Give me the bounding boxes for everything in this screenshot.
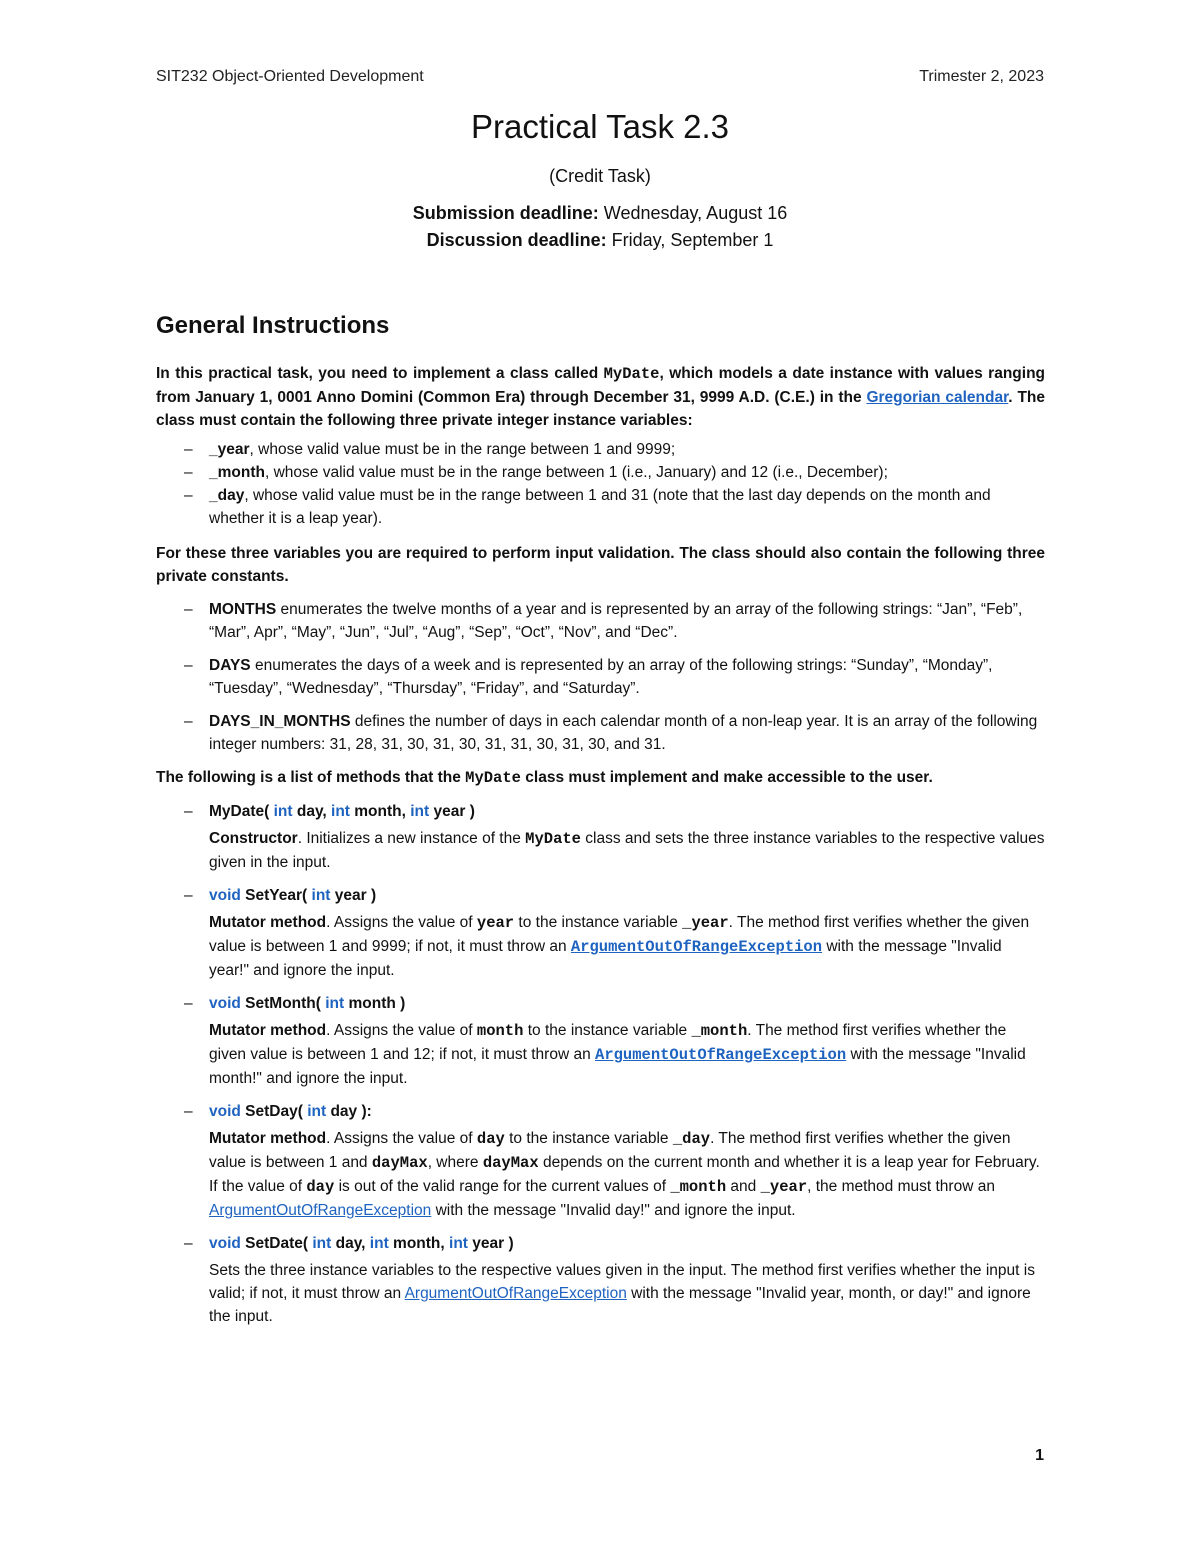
intro-text-1: In this practical task, you need to implement a class called <box>156 365 604 382</box>
variable-code: _year <box>760 1178 808 1196</box>
method-setmonth <box>156 992 1045 1090</box>
constants-intro: For these three variables you are required to perform input validation. The class should also contain the following three private constants. <box>156 545 1045 585</box>
keyword: void <box>209 1103 241 1120</box>
method-description <box>209 827 1045 874</box>
keyword: int <box>331 803 350 820</box>
desc-part: . The method first verifies whether the given value is between 1 and <box>209 1130 1011 1171</box>
sig-part: month, <box>388 1235 450 1252</box>
constant-description: enumerates the twelve months of a year and is represented by an array of the following strings: “Jan”, “Feb”, “Mar”, Apr”, “May”, “Jun”, “Jul”, “Aug”, “Sep”, “Oct”, “Nov”, and “Dec”. <box>209 601 1023 641</box>
desc-part: depends on the current month and whether it is a leap year for February. If the value of <box>209 1154 1040 1195</box>
dash-bullet: – <box>184 803 193 820</box>
sig-part: day ): <box>326 1103 372 1120</box>
exception-link[interactable]: ArgumentOutOfRangeException <box>209 1202 432 1219</box>
method-signature <box>209 992 1045 1015</box>
keyword: void <box>209 1235 241 1252</box>
desc-part: with the message "Invalid year!" and ignore the input. <box>209 938 1002 979</box>
discussion-deadline-value: Friday, September 1 <box>606 230 774 250</box>
keyword: int <box>369 1235 389 1252</box>
section-heading: General Instructions <box>156 312 390 339</box>
sig-part: SetYear( <box>240 887 312 904</box>
desc-part: . The method first verifies whether the given value is between 1 and 9999; if not, it must throw an <box>209 914 1030 955</box>
dash-bullet: – <box>184 601 193 618</box>
sig-part: day, <box>292 803 332 820</box>
submission-deadline-value: Wednesday, August 16 <box>598 203 788 223</box>
variable-code: dayMax <box>482 1154 539 1172</box>
desc-part: . Assigns the value of <box>326 914 477 931</box>
gregorian-calendar-link[interactable]: Gregorian calendar <box>866 389 1009 406</box>
constant-description: defines the number of days in each calendar month of a non-leap year. It is an array of the following integer numbers: 31, 28, 31, 30, 31, 30, 31, 31, 30, 31, 30, and 31. <box>209 713 1038 753</box>
method-description <box>209 1259 1045 1328</box>
list-item <box>156 484 1045 530</box>
desc-part: is out of the valid range for the current values of <box>334 1178 671 1195</box>
method-setday <box>156 1100 1045 1222</box>
desc-part: with the message "Invalid month!" and ignore the input. <box>209 1046 1026 1087</box>
method-description <box>209 911 1045 982</box>
intro-paragraph <box>156 362 1045 432</box>
sig-part: SetDate( <box>240 1235 313 1252</box>
dash-bullet: – <box>184 1103 193 1120</box>
discussion-deadline-label: Discussion deadline: <box>426 230 607 250</box>
exception-link[interactable]: ArgumentOutOfRangeException <box>404 1285 627 1302</box>
dash-bullet: – <box>184 464 193 481</box>
keyword: int <box>449 1235 468 1252</box>
desc-part: , where <box>427 1154 483 1171</box>
list-item <box>156 710 1045 756</box>
keyword: int <box>325 995 345 1012</box>
variables-list <box>156 438 1045 530</box>
list-item <box>156 654 1045 700</box>
sig-part: SetMonth( <box>240 995 326 1012</box>
page-number: 1 <box>1035 1447 1044 1464</box>
method-constructor <box>156 800 1045 874</box>
variable-code: _month <box>691 1022 748 1040</box>
constants-list <box>156 598 1045 756</box>
exception-link[interactable]: ArgumentOutOfRangeException <box>595 1046 847 1064</box>
sig-part: year ) <box>467 1235 514 1252</box>
method-signature <box>209 1232 1045 1255</box>
constant-name: DAYS <box>209 657 251 674</box>
methods-intro-text-2: class must implement and make accessible to the user. <box>520 769 933 786</box>
dash-bullet: – <box>184 887 193 904</box>
sig-part: month ) <box>344 995 406 1012</box>
dash-bullet: – <box>184 1235 193 1252</box>
variable-description: , whose valid value must be in the range between 1 (i.e., January) and 12 (i.e., December); <box>264 464 888 481</box>
param-code: day <box>476 1130 505 1148</box>
document-body <box>156 362 1045 1338</box>
dash-bullet: – <box>184 995 193 1012</box>
desc-part: Sets the three instance variables to the respective values given in the input. The method first verifies whether the input is valid; if not, it must throw an <box>209 1262 1035 1302</box>
desc-part: . Assigns the value of <box>326 1022 477 1039</box>
constant-description: enumerates the days of a week and is represented by an array of the following strings: “Sunday”, “Monday”, “Tuesday”, “Wednesday”, “Thursday”, “Friday”, and “Saturday”. <box>209 657 993 697</box>
submission-deadline <box>0 203 1200 224</box>
class-name-code: MyDate <box>603 365 660 383</box>
method-signature <box>209 1100 1045 1123</box>
desc-part: class and sets the three instance variables to the respective values given in the input. <box>209 830 1045 871</box>
method-description <box>209 1127 1045 1222</box>
intro-text-3: . The class must contain the following three private integer instance variables: <box>156 389 1045 429</box>
variable-code: _month <box>670 1178 727 1196</box>
desc-part: with the message "Invalid day!" and ignore the input. <box>431 1202 796 1219</box>
desc-part: , the method must throw an <box>807 1178 995 1195</box>
header-course: SIT232 Object-Oriented Development <box>156 68 424 85</box>
variable-name: _year <box>209 441 250 458</box>
dash-bullet: – <box>184 657 193 674</box>
intro-text-2: , which models a date instance with values ranging from January 1, 0001 Anno Domini (Common Era) through December 31, 9999 A.D. (C.E.) in the <box>156 365 1045 406</box>
desc-part: with the message "Invalid year, month, or day!" and ignore the input. <box>209 1285 1031 1325</box>
page-subtitle: (Credit Task) <box>549 166 651 186</box>
sig-part: month, <box>349 803 411 820</box>
desc-part: and <box>726 1178 761 1195</box>
sig-part: year ) <box>330 887 377 904</box>
variable-description: , whose valid value must be in the range between 1 and 9999; <box>249 441 676 458</box>
desc-part: to the instance variable <box>514 914 683 931</box>
list-item <box>156 461 1045 484</box>
variable-code: _year <box>682 914 729 932</box>
methods-list <box>156 800 1045 1328</box>
param-code: year <box>476 914 515 932</box>
methods-intro-text-1: The following is a list of methods that the <box>156 769 466 786</box>
sig-part: MyDate( <box>209 803 274 820</box>
method-kind: Constructor <box>209 830 298 847</box>
desc-part: . Assigns the value of <box>326 1130 477 1147</box>
param-code: day <box>306 1178 335 1196</box>
method-signature <box>209 884 1045 907</box>
desc-part: to the instance variable <box>504 1130 673 1147</box>
constant-name: DAYS_IN_MONTHS <box>209 713 351 730</box>
desc-part: . The method first verifies whether the given value is between 1 and 12; if not, it must throw an <box>209 1022 1007 1063</box>
variable-name: _month <box>209 464 265 481</box>
method-description <box>209 1019 1045 1090</box>
page-title: Practical Task 2.3 <box>470 108 729 145</box>
keyword: int <box>307 1103 327 1120</box>
param-code: month <box>476 1022 524 1040</box>
keyword: void <box>209 995 241 1012</box>
method-setdate <box>156 1232 1045 1328</box>
variable-code: dayMax <box>371 1154 428 1172</box>
variable-code: _day <box>672 1130 711 1148</box>
header-term: Trimester 2, 2023 <box>919 68 1044 85</box>
constant-name: MONTHS <box>209 601 277 618</box>
dash-bullet: – <box>184 713 193 730</box>
exception-link[interactable]: ArgumentOutOfRangeException <box>570 938 823 956</box>
desc-part: to the instance variable <box>523 1022 692 1039</box>
class-name-code: MyDate <box>525 830 581 848</box>
methods-intro <box>156 766 1045 790</box>
variable-description: , whose valid value must be in the range between 1 and 31 (note that the last day depends on the month and whether it is a leap year). <box>209 487 991 527</box>
desc-part: . Initializes a new instance of the <box>297 830 526 847</box>
dash-bullet: – <box>184 441 193 458</box>
keyword: int <box>273 803 293 820</box>
method-setyear <box>156 884 1045 982</box>
list-item <box>156 438 1045 461</box>
keyword: void <box>209 887 241 904</box>
list-item <box>156 598 1045 644</box>
class-name-code: MyDate <box>465 769 521 787</box>
keyword: int <box>311 887 331 904</box>
method-kind: Mutator method <box>209 1022 327 1039</box>
submission-deadline-label: Submission deadline: <box>412 203 599 223</box>
sig-part: day, <box>331 1235 370 1252</box>
keyword: int <box>410 803 430 820</box>
sig-part: SetDay( <box>240 1103 308 1120</box>
discussion-deadline <box>0 230 1200 251</box>
method-kind: Mutator method <box>209 1130 327 1147</box>
sig-part: year ) <box>429 803 475 820</box>
keyword: int <box>312 1235 332 1252</box>
method-signature <box>209 800 1045 823</box>
method-kind: Mutator method <box>209 914 327 931</box>
variable-name: _day <box>209 487 245 504</box>
dash-bullet: – <box>184 487 193 504</box>
